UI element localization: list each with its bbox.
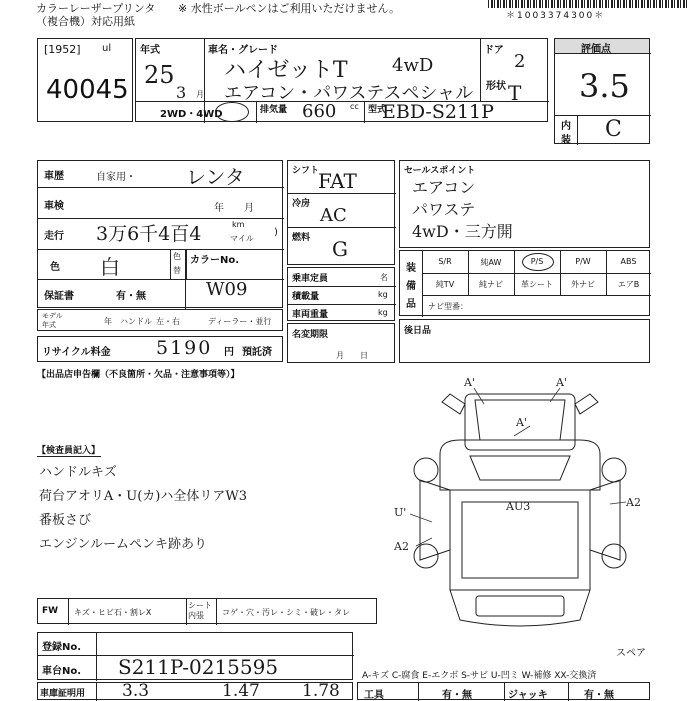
registration-box bbox=[37, 632, 353, 680]
year-label: 年式 bbox=[140, 45, 160, 56]
equip-tv: 純TV bbox=[435, 280, 455, 289]
equip-leather: 革シート bbox=[521, 280, 553, 289]
sales-point-2: パワステ bbox=[412, 200, 476, 219]
mileage-label: 走行 bbox=[44, 231, 64, 242]
diagram-bed-inner bbox=[462, 502, 578, 578]
tools-label: 工具 bbox=[364, 690, 384, 701]
deadline-label: 名変期限 bbox=[292, 330, 329, 340]
score-box bbox=[554, 38, 650, 144]
sales-points-label: セールスポイント bbox=[404, 166, 476, 176]
shaken-label: 車検 bbox=[44, 201, 64, 212]
equip-ps-circle bbox=[522, 253, 554, 271]
history-value: レンタ bbox=[186, 165, 245, 189]
displacement-value: 660 bbox=[302, 101, 337, 122]
vehicle-grade: エアコン・パワステスペシャル bbox=[224, 83, 474, 104]
passengers-label: 乗車定員 bbox=[292, 274, 329, 284]
serial-number: ＊1003374300＊ bbox=[506, 11, 606, 21]
sales-point-1: エアコン bbox=[412, 178, 476, 197]
equipment-box bbox=[399, 250, 650, 316]
vehicle-damage-diagram bbox=[380, 370, 670, 650]
displacement-unit: cc bbox=[350, 102, 359, 111]
mileage-unit-km: km bbox=[232, 220, 245, 229]
garage-cert-3: 1.78 bbox=[302, 681, 340, 701]
legend-row bbox=[37, 598, 377, 624]
inspector-note-1: ハンドルキズ bbox=[39, 465, 117, 480]
interior-label-2: 装 bbox=[561, 135, 571, 146]
color-no-label: カラーNo. bbox=[190, 255, 240, 266]
deadline-suffix: 月 日 bbox=[336, 351, 368, 360]
chassis-no-value: S211P-0215595 bbox=[118, 655, 279, 679]
inspector-section bbox=[37, 443, 377, 593]
model-year-label-2: 年式 bbox=[42, 321, 56, 329]
diagram-left-mirror bbox=[442, 394, 465, 414]
tools-row bbox=[357, 682, 650, 700]
capacity-box bbox=[287, 267, 395, 321]
fuel-value: G bbox=[332, 237, 348, 261]
registration-no-label: 登録No. bbox=[42, 642, 82, 653]
diagram-rear bbox=[450, 590, 590, 626]
year-value: 25 bbox=[144, 61, 175, 89]
recycle-row bbox=[37, 336, 283, 362]
diagram-right-rear-wheel bbox=[602, 544, 626, 568]
mark-a2-right: A2 bbox=[626, 496, 641, 509]
mileage-value: 3万6千4百4 bbox=[96, 223, 202, 245]
diagram-right-mirror bbox=[575, 394, 598, 414]
seat-label: シート内張 bbox=[188, 601, 212, 620]
inspector-label: 【検査員記入】 bbox=[37, 446, 101, 456]
later-items-box bbox=[399, 319, 650, 363]
diagram-cab bbox=[440, 440, 600, 490]
garage-cert-row bbox=[37, 682, 353, 700]
mileage-unit-mile: マイル bbox=[230, 234, 254, 243]
mark-a1-top-left: A' bbox=[464, 376, 475, 389]
inspector-note-4: エンジンルームペンキ跡あり bbox=[39, 537, 208, 552]
barcode bbox=[488, 0, 688, 8]
equip-navi: 純ナビ bbox=[479, 280, 503, 289]
color-value: 白 bbox=[100, 255, 120, 279]
equip-aw: 純AW bbox=[480, 258, 502, 267]
header-notice: ※ 水性ボールペンはご利用いただけません。 bbox=[178, 2, 401, 15]
mark-au3: AU3 bbox=[506, 500, 531, 513]
handle-options: 左・右 bbox=[156, 317, 180, 326]
history-label: 車歴 bbox=[44, 171, 64, 182]
model-year-row bbox=[37, 309, 283, 331]
color-change-1: 色 bbox=[173, 252, 181, 261]
lot-unit: ul bbox=[102, 43, 112, 54]
equipment-label-2: 備 bbox=[406, 281, 416, 292]
diagram-rear-panel bbox=[476, 596, 564, 616]
diagram-windshield bbox=[470, 456, 570, 480]
lot-year-code: [1952] bbox=[44, 43, 81, 56]
sales-points-box bbox=[399, 160, 650, 248]
weight-label: 車両重量 bbox=[292, 310, 329, 320]
garage-cert-2: 1.47 bbox=[222, 681, 260, 701]
header bbox=[36, 0, 696, 30]
month-unit: 月 bbox=[196, 90, 204, 99]
garage-cert-1: 3.3 bbox=[122, 681, 150, 701]
model-year-label-1: モデル bbox=[42, 312, 63, 320]
load-label: 積載量 bbox=[292, 292, 320, 302]
vehicle-box bbox=[135, 38, 548, 122]
mark-a1-top-right: A' bbox=[556, 376, 567, 389]
header-paper-line: （複合機）対応用紙 bbox=[36, 15, 135, 28]
shape-value: T bbox=[508, 81, 522, 105]
recycle-unit: 円 bbox=[224, 347, 234, 358]
model-value: EBD-S211P bbox=[382, 101, 494, 123]
mark-u1: U' bbox=[394, 506, 407, 519]
equipment-label-3: 品 bbox=[406, 299, 416, 310]
model-year-unit: 年 bbox=[104, 317, 112, 326]
equip-sr: S/R bbox=[438, 257, 452, 266]
seat-legend: コゲ・穴・汚レ・シミ・破レ・タレ bbox=[222, 608, 350, 617]
mark-a1-mid: A' bbox=[516, 416, 527, 429]
warranty-label: 保証書 bbox=[44, 291, 74, 302]
dealer-label: ディーラー・並行 bbox=[208, 317, 272, 326]
jack-label: ジャッキ bbox=[508, 690, 548, 701]
recycle-amount: 5190 bbox=[156, 337, 213, 359]
equip-pw: P/W bbox=[575, 257, 591, 266]
history-options: 自家用・ bbox=[96, 172, 136, 183]
fuel-label: 燃料 bbox=[292, 233, 311, 243]
equip-ps: P/S bbox=[530, 257, 544, 266]
door-value: 2 bbox=[514, 51, 526, 72]
inspector-note-3: 番板さび bbox=[39, 513, 92, 528]
equipment-label-1: 装 bbox=[406, 263, 416, 274]
load-unit: kg bbox=[378, 290, 388, 299]
recycle-label: リサイクル料金 bbox=[42, 347, 111, 358]
chassis-no-label: 車台No. bbox=[42, 666, 82, 677]
cooling-value: AC bbox=[320, 205, 347, 226]
color-label: 色 bbox=[50, 262, 60, 273]
recycle-status: 預託済 bbox=[242, 347, 272, 358]
door-label: ドア bbox=[484, 45, 504, 56]
passengers-unit: 名 bbox=[380, 273, 388, 282]
color-change-2: 替 bbox=[173, 266, 181, 275]
mark-a2-left: A2 bbox=[394, 540, 409, 553]
deadline-box bbox=[287, 323, 395, 363]
color-no-value: W09 bbox=[206, 279, 248, 300]
drive-note: 4wD bbox=[392, 55, 434, 76]
drive-4wd-circle bbox=[215, 102, 249, 122]
lot-box bbox=[37, 38, 133, 122]
notes-label: 【出品店申告欄（不良箇所・欠品・注意事項等）】 bbox=[37, 370, 240, 380]
handle-label: ハンドル bbox=[120, 317, 152, 326]
shaken-suffix: 年 月 bbox=[214, 203, 254, 214]
shape-label: 形状 bbox=[486, 81, 506, 92]
mileage-paren: ) bbox=[274, 227, 278, 238]
diagram-left-front-wheel bbox=[414, 458, 438, 482]
interior-value: C bbox=[605, 117, 622, 142]
score-label: 評価点 bbox=[581, 44, 611, 55]
displacement-label: 排気量 bbox=[260, 105, 288, 115]
history-box bbox=[37, 160, 283, 308]
diagram-right-front-wheel bbox=[602, 458, 626, 482]
equip-ext-navi: 外ナビ bbox=[571, 280, 595, 289]
later-items-label: 後日品 bbox=[404, 326, 432, 336]
vehicle-name-label: 車名・グレード bbox=[208, 45, 278, 56]
tools-value: 有・無 bbox=[442, 690, 472, 701]
spare-label: スペア bbox=[616, 648, 646, 659]
interior-label-1: 内 bbox=[561, 121, 571, 132]
fw-label: FW bbox=[42, 606, 59, 616]
weight-unit: kg bbox=[378, 308, 388, 317]
jack-value: 有・無 bbox=[584, 690, 614, 701]
shift-value: FAT bbox=[318, 169, 357, 193]
shift-box bbox=[287, 160, 395, 265]
inspector-note-2: 荷台アオリA・U(カ)ハ全体リアW3 bbox=[39, 489, 247, 504]
model-label: 型式 bbox=[368, 105, 387, 115]
score-value: 3.5 bbox=[579, 67, 630, 105]
sales-point-3: 4wD・三方開 bbox=[412, 222, 513, 241]
fw-legend: キズ・ヒビ石・割レX bbox=[74, 608, 152, 617]
lot-number: 40045 bbox=[46, 75, 129, 105]
warranty-value: 有・無 bbox=[116, 291, 146, 302]
vehicle-name: ハイゼットT bbox=[224, 58, 348, 83]
damage-legend: A-キズ C-腐食 E-エクボ S-サビ U-凹ミ W-補修 XX-交換済 bbox=[362, 671, 597, 681]
drive-options: 2WD・4WD bbox=[160, 109, 223, 120]
garage-cert-label: 車庫証明用 bbox=[40, 689, 86, 699]
cooling-label: 冷房 bbox=[292, 199, 311, 209]
navi-model-label: ナビ型番： bbox=[428, 302, 468, 311]
header-printer-line: カラーレーザープリンタ bbox=[36, 2, 156, 15]
shift-label: シフト bbox=[292, 166, 320, 176]
month-value: 3 bbox=[176, 83, 187, 102]
equip-airbag: エアB bbox=[617, 280, 640, 289]
diagram-left-rear-wheel bbox=[414, 544, 438, 568]
equip-abs: ABS bbox=[620, 257, 637, 266]
